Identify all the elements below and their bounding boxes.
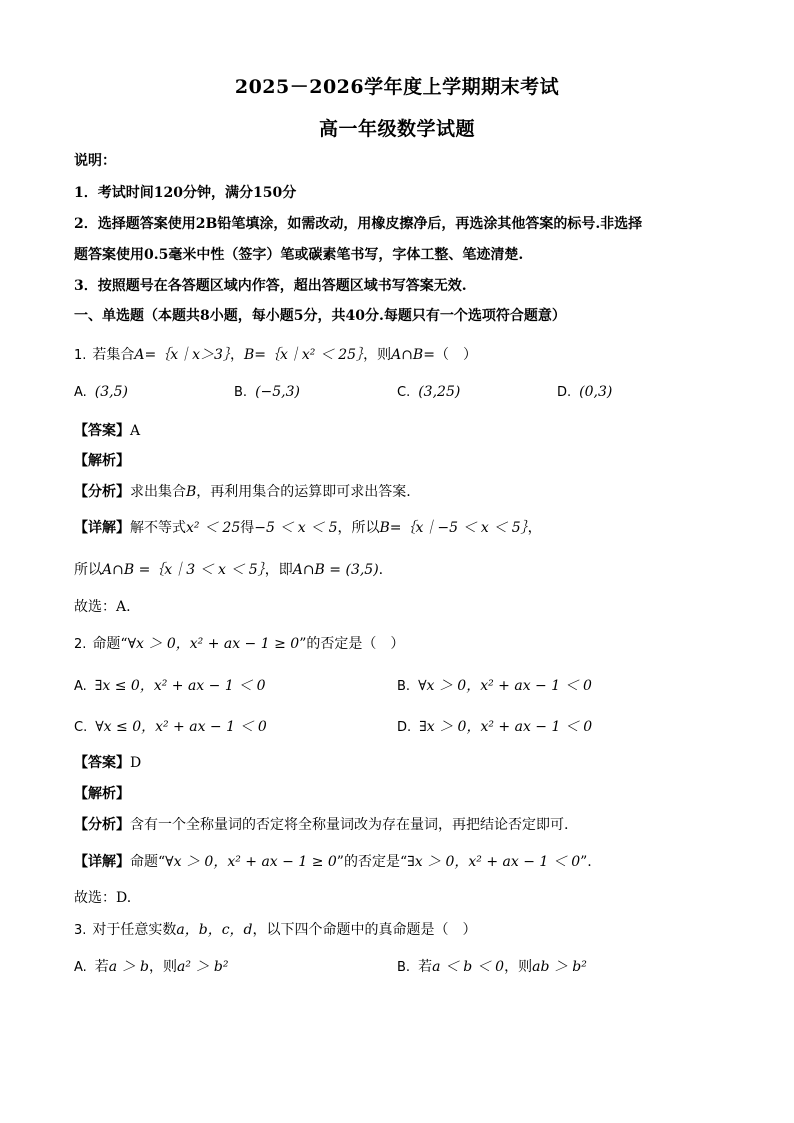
instructions-heading: 说明： xyxy=(74,153,116,169)
option-math: ab ＞ b² xyxy=(532,959,587,975)
analyze-label: 【分析】 xyxy=(74,484,130,500)
option-value: ∃x ＞ 0，x² + ax − 1 ＜ 0 xyxy=(419,719,593,735)
section-heading: 一、单选题（本题共8小题，每小题5分，共40分.每题只有一个选项符合题意） xyxy=(74,308,566,324)
option-label: A. xyxy=(74,960,87,975)
detail-math: x² ＜ 25 xyxy=(186,520,241,536)
detail-text: ， xyxy=(527,520,542,536)
option-label: D. xyxy=(557,385,572,400)
q1-option-b xyxy=(234,382,300,403)
q2-option-b xyxy=(397,676,592,697)
option-label: B. xyxy=(397,679,411,694)
option-label: B. xyxy=(234,385,248,400)
q2-analysis-heading xyxy=(74,784,734,804)
q2-option-c xyxy=(74,717,267,738)
option-math: a ＞ b xyxy=(108,959,150,975)
option-text: 若 xyxy=(418,959,433,975)
proposition-expression: ∀x ＞ 0，x² + ax − 1 ≥ 0 xyxy=(127,636,300,652)
analyze-text: 含有一个全称量词的否定将全称量词改为存在量词，再把结论否定即可. xyxy=(130,817,569,833)
option-value: ∃x ≤ 0，x² + ax − 1 ＜ 0 xyxy=(94,678,266,694)
q2-analyze xyxy=(74,815,734,835)
exam-subtitle: 高一年级数学试题 xyxy=(318,118,475,140)
stem-text: ，以下四个命题中的真命题是（ ） xyxy=(252,922,477,938)
detail-text: ”的否定是“ xyxy=(336,854,408,870)
instruction-item-1: 1．考试时间120分钟，满分150分 xyxy=(74,185,297,201)
q2-answer xyxy=(74,753,734,773)
option-text: ，则 xyxy=(149,959,178,975)
option-value: (3,25) xyxy=(418,384,461,400)
question-3-stem xyxy=(74,920,734,941)
option-text: ，则 xyxy=(504,959,533,975)
option-math: a ＜ b ＜ 0 xyxy=(432,959,505,975)
q1-option-d xyxy=(557,382,612,403)
q3-option-b xyxy=(397,957,587,978)
option-label: A. xyxy=(74,385,87,400)
intersection-expression: A∩B= xyxy=(391,347,435,363)
detail-math: A∩B = (3,5) xyxy=(292,562,379,578)
detail-label: 【详解】 xyxy=(74,520,130,536)
detail-text: 解不等式 xyxy=(130,520,186,536)
option-label: C. xyxy=(397,385,411,400)
detail-text: 所以 xyxy=(74,562,102,578)
option-text: 若 xyxy=(94,959,109,975)
q1-analyze xyxy=(74,482,734,502)
detail-math: A∩B =｛x｜3 ＜ x ＜ 5｝ xyxy=(102,562,265,578)
q2-option-d xyxy=(397,717,592,738)
question-number: 2. xyxy=(74,637,87,652)
question-number: 1. xyxy=(74,348,87,363)
detail-math: B=｛x｜−5 ＜ x ＜ 5｝ xyxy=(379,520,528,536)
option-value: (3,5) xyxy=(94,384,128,400)
detail-math: −5 ＜ x ＜ 5 xyxy=(254,520,338,536)
option-label: C. xyxy=(74,720,88,735)
option-value: ∀x ≤ 0，x² + ax − 1 ＜ 0 xyxy=(95,719,267,735)
detail-math: ∃x ＞ 0，x² + ax − 1 ＜ 0 xyxy=(407,854,581,870)
instruction-item-2-cont: 题答案使用0.5毫米中性（签字）笔或碳素笔书写，字体工整、笔迹清楚. xyxy=(74,247,524,263)
detail-text: 得 xyxy=(240,520,255,536)
q1-analysis-heading xyxy=(74,451,734,471)
set-a-expression: A=｛x｜x＞3｝ xyxy=(134,347,230,363)
answer-label: 【答案】 xyxy=(74,755,130,771)
stem-text: ，则 xyxy=(363,347,392,363)
detail-math: ∀x ＞ 0，x² + ax − 1 ≥ 0 xyxy=(165,854,337,870)
set-b-expression: B=｛x｜x² ＜ 25｝ xyxy=(243,347,364,363)
detail-text: ，即 xyxy=(264,562,293,578)
detail-text: 命题“ xyxy=(130,854,166,870)
option-value: (−5,3) xyxy=(255,384,300,400)
question-2-stem xyxy=(74,634,734,655)
option-value: ∀x ＞ 0，x² + ax − 1 ＜ 0 xyxy=(418,678,592,694)
answer-label: 【答案】 xyxy=(74,423,130,439)
detail-text: ，所以 xyxy=(337,520,380,536)
answer-value: D xyxy=(130,755,142,771)
q3-option-a xyxy=(74,957,228,978)
stem-text: ， xyxy=(229,347,244,363)
question-1-stem xyxy=(74,345,734,366)
q2-choose: 故选：D. xyxy=(74,890,132,906)
option-math: a² ＞ b² xyxy=(177,959,229,975)
q1-detail xyxy=(74,518,734,538)
detail-label: 【详解】 xyxy=(74,854,130,870)
detail-text: ”. xyxy=(580,854,592,870)
variables-expression: a，b，c，d xyxy=(176,922,253,938)
q1-detail-line2 xyxy=(74,560,734,580)
answer-paren: （ ） xyxy=(434,347,477,363)
question-number: 3. xyxy=(74,923,87,938)
stem-text: 命题“ xyxy=(92,636,128,652)
detail-text: . xyxy=(378,562,384,578)
option-value: (0,3) xyxy=(579,384,613,400)
exam-title: 2025－2026学年度上学期期末考试 xyxy=(234,76,560,98)
analysis-label: 【解析】 xyxy=(74,453,130,469)
analyze-math: B xyxy=(186,484,197,500)
analysis-label: 【解析】 xyxy=(74,786,130,802)
answer-value: A xyxy=(130,423,141,439)
stem-text: 若集合 xyxy=(92,347,135,363)
option-label: B. xyxy=(397,960,411,975)
stem-text: 对于任意实数 xyxy=(92,922,177,938)
q1-option-a xyxy=(74,382,128,403)
instruction-item-2: 2．选择题答案使用2B铅笔填涂，如需改动，用橡皮擦净后，再选涂其他答案的标号.非选择 xyxy=(74,216,643,232)
option-label: D. xyxy=(397,720,412,735)
stem-text: ”的否定是（ ） xyxy=(299,636,405,652)
option-label: A. xyxy=(74,679,87,694)
instruction-item-3: 3．按照题号在各答题区域内作答，超出答题区域书写答案无效. xyxy=(74,278,467,294)
analyze-text: 求出集合 xyxy=(130,484,186,500)
analyze-label: 【分析】 xyxy=(74,817,130,833)
q2-option-a xyxy=(74,676,266,697)
q2-detail xyxy=(74,852,734,872)
q1-choose: 故选：A. xyxy=(74,599,131,615)
q1-option-c xyxy=(397,382,460,403)
analyze-text: ，再利用集合的运算即可求出答案. xyxy=(196,484,411,500)
q1-answer xyxy=(74,421,734,441)
